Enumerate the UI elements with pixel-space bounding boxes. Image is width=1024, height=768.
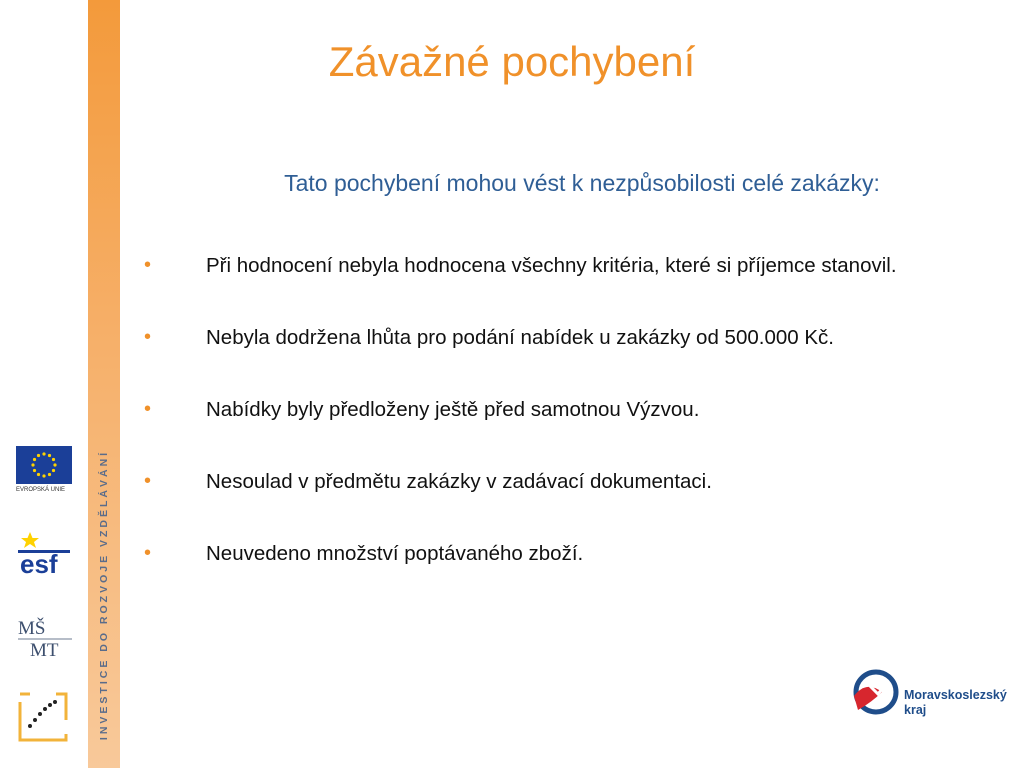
eu-caption: EVROPSKÁ UNIE	[16, 487, 66, 493]
slide-title: Závažné pochybení	[328, 38, 696, 85]
svg-text:MŠ: MŠ	[18, 618, 46, 639]
region-logo	[848, 668, 1018, 722]
bullet-item	[140, 538, 1000, 569]
bullet-text: Nesoulad v předmětu zakázky v zadávací dokumentaci.	[206, 470, 712, 493]
region-logo-text	[904, 688, 1007, 718]
region-logo-line2: kraj	[904, 703, 927, 717]
bullet-icon: •	[144, 326, 152, 348]
bullet-text: Nebyla dodržena lhůta pro podání nabídek u zakázky od 500.000 Kč.	[206, 326, 834, 349]
bullet-text: Nabídky byly předloženy ještě před samotnou Výzvou.	[206, 398, 700, 421]
bullet-item	[140, 394, 1000, 425]
eu-flag-icon	[16, 446, 72, 484]
esf-logo	[16, 530, 72, 576]
bullet-text: Neuvedeno množství poptávaného zboží.	[206, 542, 584, 565]
bullet-item	[140, 250, 1000, 281]
vertical-band-text: INVESTICE DO ROZVOJE VZDĚLÁVÁNÍ	[98, 449, 110, 741]
bullet-icon: •	[144, 470, 152, 492]
region-logo-line1: Moravskoslezský	[904, 688, 1007, 702]
svg-text:MT: MT	[30, 640, 59, 660]
bullet-icon: •	[144, 542, 152, 564]
msmt-logo	[16, 616, 76, 660]
bullet-list	[140, 250, 1000, 569]
education-investment-logo	[16, 690, 72, 744]
slide-subtitle: Tato pochybení mohou vést k nezpůsobilosti celé zakázky:	[284, 170, 880, 196]
bullet-text: Při hodnocení nebyla hodnocena všechny kritéria, které si příjemce stanovil.	[206, 254, 897, 277]
bullet-icon: •	[144, 254, 152, 276]
eu-logo	[16, 446, 72, 493]
bullet-item	[140, 322, 1000, 353]
esf-text: esf	[20, 549, 58, 576]
bullet-icon: •	[144, 398, 152, 420]
bullet-item	[140, 466, 1000, 497]
